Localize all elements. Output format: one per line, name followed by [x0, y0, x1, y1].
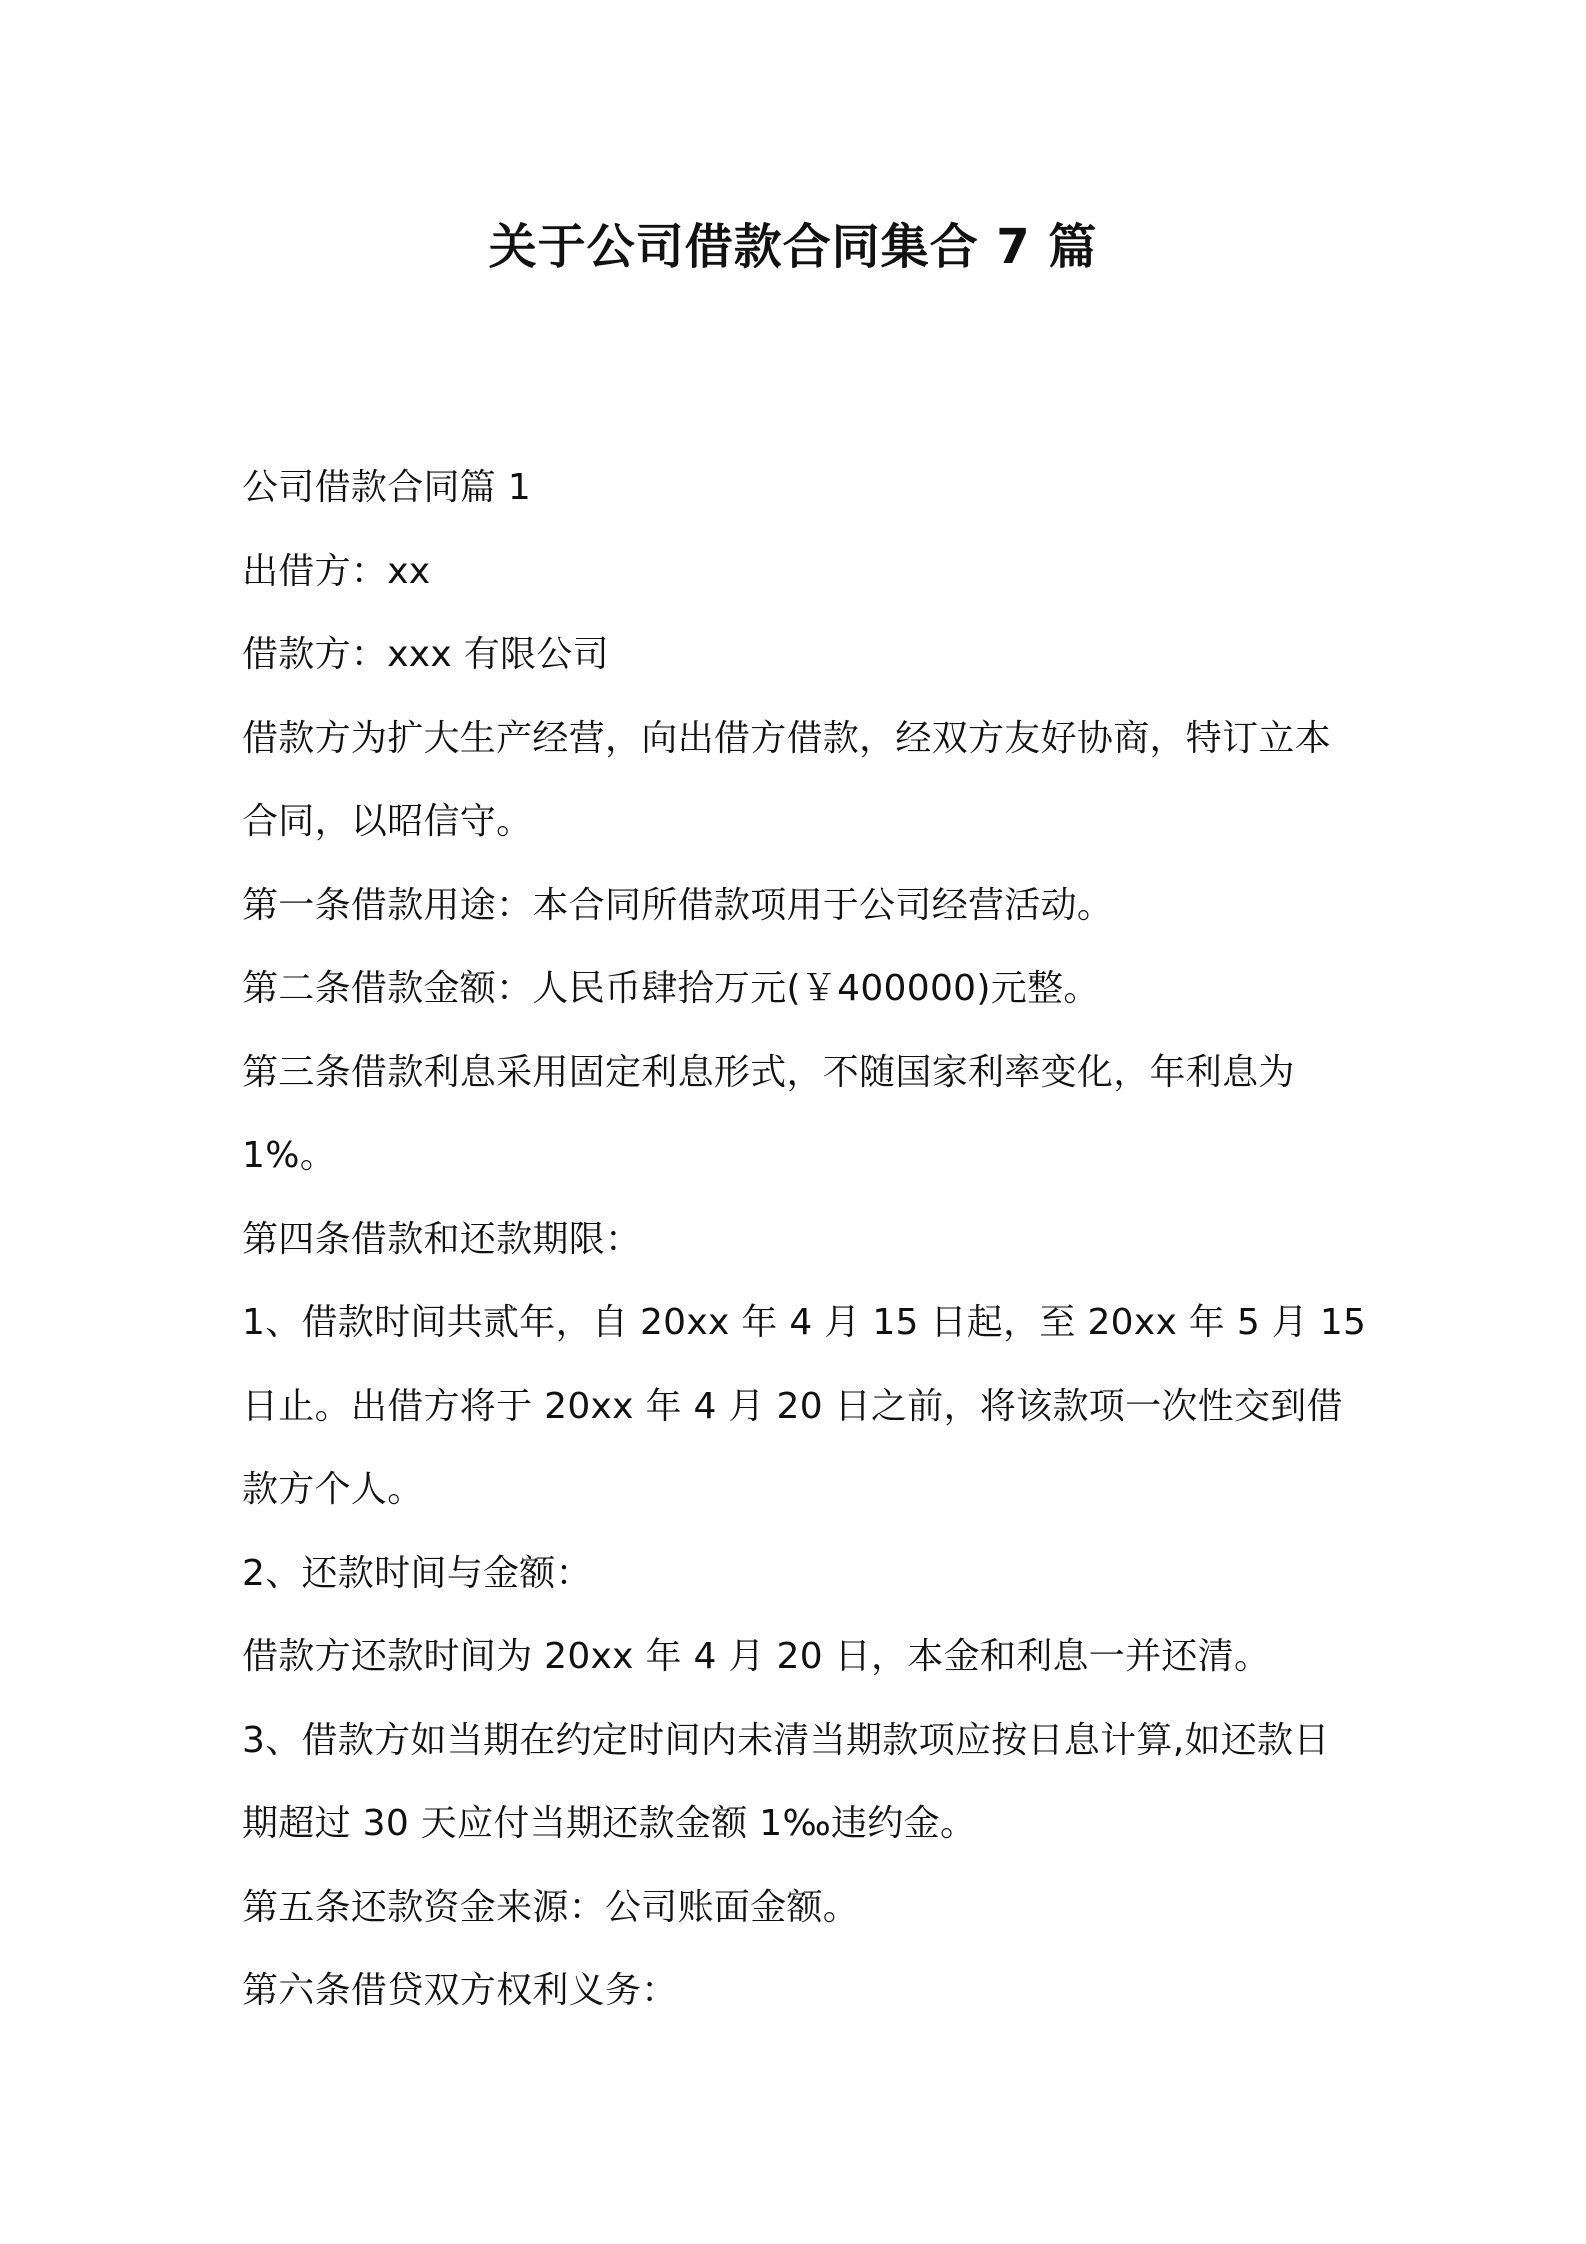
- document-title: 关于公司借款合同集合 7 篇: [488, 219, 1098, 275]
- article-5-source: 第五条还款资金来源：公司账面金额。: [242, 1886, 860, 1928]
- clause-4-1-line-1: 1、借款时间共贰年，自 20xx 年 4 月 15 日起，至 20xx 年 5 月 15: [242, 1302, 1367, 1343]
- document-body: [242, 446, 1367, 2033]
- preamble-line-2: 合同，以昭信守。: [242, 801, 533, 842]
- clause-4-3-line-2: 期超过 30 天应付当期还款金额 1‰违约金。: [242, 1803, 977, 1844]
- article-6-rights: 第六条借贷双方权利义务：: [242, 1970, 678, 2011]
- clause-4-1-line-3: 款方个人。: [242, 1469, 424, 1510]
- article-4-term: 第四条借款和还款期限：: [242, 1218, 642, 1260]
- section-heading: 公司借款合同篇 1: [242, 467, 532, 508]
- lender-line: 出借方：xx: [242, 550, 431, 592]
- preamble-line-1: 借款方为扩大生产经营，向出借方借款，经双方友好协商，特订立本: [242, 717, 1332, 759]
- clause-4-1-line-2: 日止。出借方将于 20xx 年 4 月 20 日之前，将该款项一次性交到借: [242, 1385, 1343, 1427]
- article-3-interest-line-2: 1%。: [242, 1135, 337, 1176]
- clause-4-2-body: 借款方还款时间为 20xx 年 4 月 20 日，本金和利息一并还清。: [242, 1636, 1271, 1677]
- article-3-interest-line-1: 第三条借款利息采用固定利息形式，不随国家利率变化，年利息为: [242, 1051, 1295, 1093]
- clause-4-3-line-1: 3、借款方如当期在约定时间内未清当期款项应按日息计算,如还款日: [242, 1719, 1330, 1761]
- article-1-purpose: 第一条借款用途：本合同所借款项用于公司经营活动。: [242, 884, 1114, 926]
- borrower-line: 借款方：xxx 有限公司: [242, 634, 609, 675]
- article-2-amount: 第二条借款金额：人民币肆拾万元(￥400000)元整。: [242, 968, 1100, 1009]
- clause-4-2-heading: 2、还款时间与金额：: [242, 1552, 592, 1594]
